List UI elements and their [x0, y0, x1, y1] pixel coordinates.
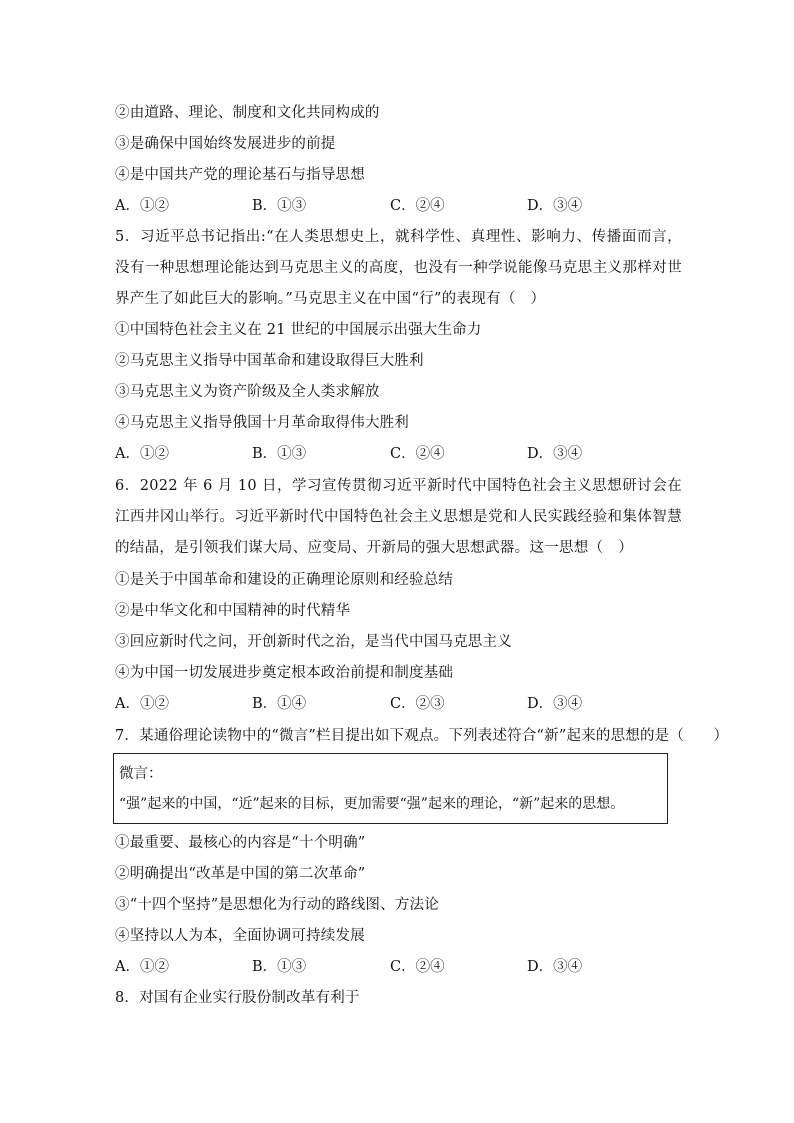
- q4-options: [115, 196, 695, 216]
- q4-option-a: A．①②: [115, 198, 169, 214]
- q7-options: [115, 957, 695, 977]
- q7-item-4: ④坚持以人为本，全面协调可持续发展: [115, 928, 365, 944]
- q6-option-a: A．①②: [115, 696, 169, 712]
- q4-option-c: C．②④: [390, 198, 445, 214]
- q5-item-1: ①中国特色社会主义在 21 世纪的中国展示出强大生命力: [115, 322, 482, 338]
- q4-option-d: D．③④: [527, 198, 583, 214]
- q6-option-c: C．②③: [390, 696, 445, 712]
- q5-item-4: ④马克思主义指导俄国十月革命取得伟大胜利: [115, 415, 409, 431]
- q7-option-a: A．①②: [115, 959, 169, 975]
- q4-item-2: ②由道路、理论、制度和文化共同构成的: [115, 105, 380, 121]
- q5-stem: 5．习近平总书记指出:“在人类思想史上，就科学性、真理性、影响力、传播面而言，没有一种思想理论能达到马克思主义的高度，也没有一种学说能像马克思主义那样对世界产生了如此巨大的影响。”马克思主义在中国“行”的表现有（ ）: [115, 229, 682, 307]
- q5-option-c: C．②④: [390, 446, 445, 462]
- q5-item-2: ②马克思主义指导中国革命和建设取得巨大胜利: [115, 353, 424, 369]
- q7-item-3: ③“十四个坚持”是思想化为行动的路线图、方法论: [115, 897, 439, 913]
- q7-quote-body: “强”起来的中国，“近”起来的目标，更加需要“强”起来的理论，“新”起来的思想。: [119, 796, 625, 812]
- q5-options: [115, 444, 695, 464]
- q8-stem: 8．对国有企业实行股份制改革有利于: [115, 990, 360, 1006]
- q7-quote-title: 微言：: [119, 766, 163, 782]
- q6-stem: 6．2022 年 6 月 10 日，学习宣传贯彻习近平新时代中国特色社会主义思想研讨会在江西井冈山举行。习近平新时代中国特色社会主义思想是党和人民实践经验和集体智慧的结晶，是引领我们谋大局、应变局、开新局的强大思想武器。这一思想（ ）: [115, 478, 682, 556]
- q6-option-b: B．①④: [252, 696, 307, 712]
- q7-quote-box: [113, 753, 668, 824]
- q5-item-3: ③马克思主义为资产阶级及全人类求解放: [115, 384, 380, 400]
- q7-option-d: D．③④: [527, 959, 583, 975]
- q7-item-2: ②明确提出“改革是中国的第二次革命”: [115, 866, 366, 882]
- q6-item-1: ①是关于中国革命和建设的正确理论原则和经验总结: [115, 572, 454, 588]
- q6-option-d: D．③④: [527, 696, 583, 712]
- q7-option-c: C．②④: [390, 959, 445, 975]
- q6-item-4: ④为中国一切发展进步奠定根本政治前提和制度基础: [115, 665, 454, 681]
- q4-item-3: ③是确保中国始终发展进步的前提: [115, 136, 336, 152]
- q6-item-3: ③回应新时代之问，开创新时代之治，是当代中国马克思主义: [115, 634, 512, 650]
- q7-item-1: ①最重要、最核心的内容是“十个明确”: [115, 835, 366, 851]
- q4-item-4: ④是中国共产党的理论基石与指导思想: [115, 167, 365, 183]
- q5-option-d: D．③④: [527, 446, 583, 462]
- q6-item-2: ②是中华文化和中国精神的时代精华: [115, 603, 351, 619]
- q7-stem: 7．某通俗理论读物中的“微言”栏目提出如下观点。下列表述符合“新”起来的思想的是（ ）: [115, 728, 729, 744]
- q5-option-a: A．①②: [115, 446, 169, 462]
- q6-options: [115, 694, 695, 714]
- q7-option-b: B．①③: [252, 959, 307, 975]
- q5-option-b: B．①③: [252, 446, 307, 462]
- q4-option-b: B．①③: [252, 198, 307, 214]
